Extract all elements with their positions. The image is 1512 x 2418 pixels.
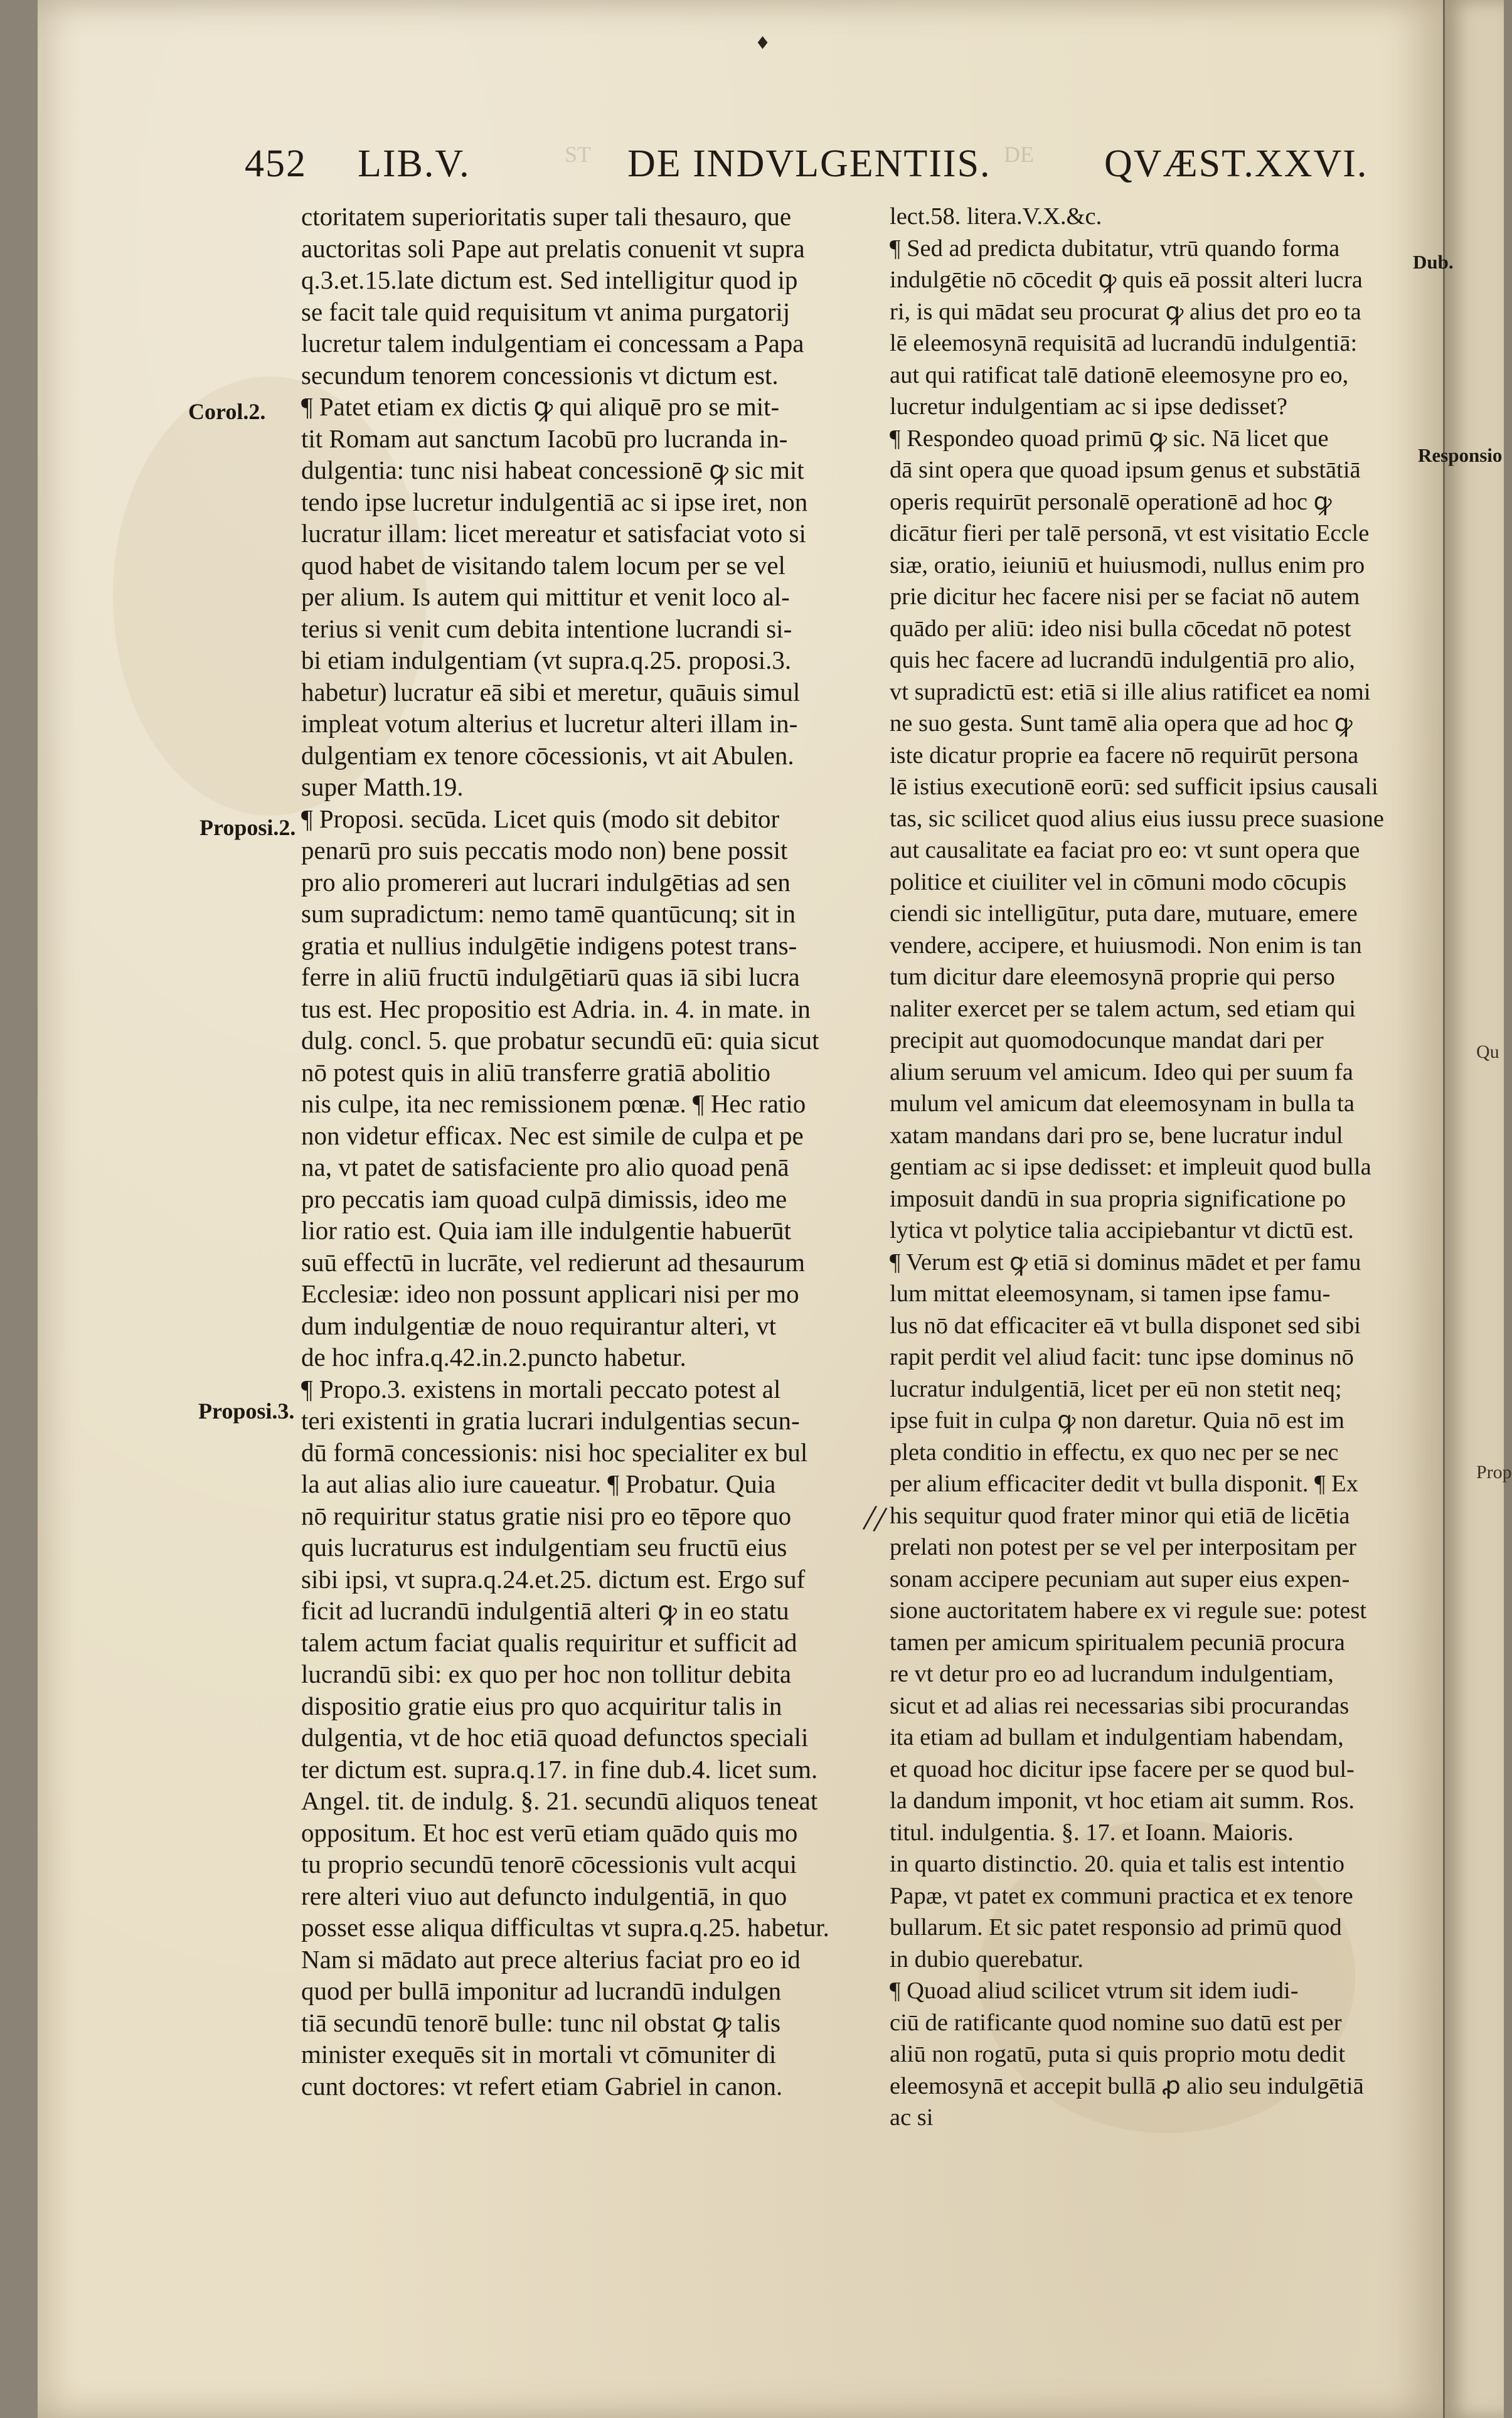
text-line: na, vt patet de satisfaciente pro alio quoad penā [301, 1153, 789, 1181]
text-line: dū formā concessionis: nisi hoc specialiter ex bul [301, 1437, 808, 1467]
text-line: vendere, accipere, et huiusmodi. Non enim is tan [890, 932, 1362, 959]
book-label: LIB.V. [358, 142, 471, 185]
text-line: ferre in aliū fructū indulgētiarū quas iā sibi lucra [301, 962, 800, 991]
text-line: ipse fuit in culpa ꝙ non daretur. Quia nō est im [890, 1407, 1344, 1434]
text-line: ¶ Propo.3. existens in mortali peccato potest al [301, 1374, 781, 1403]
text-line: cunt doctores: vt refert etiam Gabriel in canon. [301, 2071, 783, 2101]
text-line: nis culpe, ita nec remissionem pœnæ. ¶ Hec ratio [301, 1089, 806, 1118]
show-through-text: ST [565, 142, 592, 167]
text-line: rere alteri viuo aut defuncto indulgentiā, in quo [301, 1881, 787, 1910]
text-line: pro peccatis iam quoad culpā dimissis, ideo me [301, 1184, 787, 1213]
text-line: bi etiam indulgentiam (vt supra.q.25. proposi.3. [301, 646, 792, 674]
text-line: dulgentiam ex tenore cōcessionis, vt ait Abulen. [301, 740, 794, 770]
text-line: nō requiritur status gratie nisi pro eo tēpore quo [301, 1501, 792, 1530]
text-line: dā sint opera que quoad ipsum genus et substātiā [890, 457, 1361, 483]
text-line: rapit perdit vel aliud facit: tunc ipse dominus nō [890, 1344, 1354, 1370]
text-line: aliū non rogatū, puta si quis proprio motu dedit [890, 2041, 1346, 2067]
text-line: lē eleemosynā requisitā ad lucrandū indulgentiā: [890, 330, 1358, 356]
text-line: ac si [890, 2104, 934, 2131]
text-line: ctoritatem superioritatis super tali thesauro, que [301, 202, 792, 231]
text-line: Papæ, vt patet ex communi practica et ex tenore [890, 1882, 1353, 1909]
text-line: dulg. concl. 5. que probatur secundū eū: quia sicut [301, 1026, 819, 1055]
text-line: terius si venit cum debita intentione lucrandi si- [301, 614, 792, 643]
text-line: ficit ad lucrandū indulgentiā alteri ꝙ in eo statu [301, 1596, 789, 1625]
ornament-mark: ♦ [755, 33, 771, 53]
text-line: ne suo gesta. Sunt tamē alia opera que ad hoc ꝙ [890, 710, 1353, 737]
text-line: lucrandū sibi: ex quo per hoc non tollitur debita [301, 1659, 792, 1688]
text-line: sum supradictum: nemo tamē quantūcunq; sit in [301, 899, 796, 928]
running-header [245, 142, 1387, 198]
text-line: ciendi sic intelligūtur, puta dare, mutuare, emere [890, 900, 1358, 927]
text-line: lior ratio est. Quia iam ille indulgentie habuerūt [301, 1216, 792, 1245]
text-line: tiā secundū tenorē bulle: tunc nil obstat ꝙ talis [301, 2008, 781, 2037]
text-line: minister exequēs sit in mortali vt cōmuniter di [301, 2040, 777, 2069]
text-line: Nam si mādato aut prece alterius faciat pro eo id [301, 1944, 801, 1974]
text-line: dulgentia, vt de hoc etiā quoad defunctos speciali [301, 1723, 809, 1752]
text-line: dispositio gratie eius pro quo acquiritur talis in [301, 1691, 782, 1720]
text-line: precipit aut quomodocunque mandat dari per [890, 1027, 1324, 1053]
text-line: tendo ipse lucretur indulgentiā ac si ipse iret, non [301, 487, 808, 516]
text-line: per alium efficaciter dedit vt bulla disponit. ¶ Ex [890, 1471, 1358, 1497]
text-line: per alium. Is autem qui mittitur et venit loco al- [301, 582, 790, 611]
text-line: ¶ Respondeo quoad primū ꝙ sic. Nā licet que [890, 425, 1329, 452]
text-line: lucretur indulgentiam ac si ipse dedisset? [890, 393, 1287, 420]
text-line: impleat votum alterius et lucretur alteri illam in- [301, 709, 798, 738]
text-line: tit Romam aut sanctum Iacobū pro lucranda in- [301, 423, 788, 453]
text-line: auctoritas soli Pape aut prelatis conuenit vt supra [301, 233, 805, 263]
text-line: sibi ipsi, vt supra.q.24.et.25. dictum est. Ergo suf [301, 1564, 806, 1594]
margin-note-dubium: Dub. [1413, 251, 1454, 273]
text-line: dicātur fieri per talē personā, vt est visitatio Eccle [890, 520, 1370, 546]
text-line: tum dicitur dare eleemosynā proprie qui perso [890, 964, 1335, 990]
text-line: tas, sic scilicet quod alius eius iussu prece suasione [890, 805, 1385, 832]
text-line: iste dicatur proprie ea facere nō requirūt persona [890, 742, 1359, 769]
text-line: in quarto distinctio. 20. quia et talis est intentio [890, 1851, 1344, 1877]
text-line: quod per bullā imponitur ad lucrandū indulgen [301, 1976, 782, 2005]
text-line: lucretur talem indulgentiam ei concessam a Papa [301, 329, 804, 358]
text-line: penarū pro suis peccatis modo non) bene possit [301, 836, 788, 865]
text-line: vt supradictū est: etiā si ille alius ratificet ea nomi [890, 678, 1371, 705]
text-line: naliter exercet per se talem actum, sed etiam qui [890, 995, 1356, 1022]
text-line: et quoad hoc dicitur ipse facere per se quod bul- [890, 1755, 1355, 1782]
text-line: ¶ Patet etiam ex dictis ꝙ qui aliquē pro se mit- [301, 392, 780, 421]
text-line: ¶ Quoad aliud scilicet vtrum sit idem iudi- [890, 1978, 1299, 2004]
text-line: lucratur illam: licet mereatur et satisfaciat voto si [301, 519, 806, 548]
text-line: mulum vel amicum dat eleemosynam in bulla ta [890, 1090, 1355, 1117]
text-line: se facit tale quid requisitum vt anima purgatorij [301, 297, 791, 326]
text-line: tamen per amicum spiritualem pecuniā procura [890, 1629, 1345, 1656]
text-line: posset esse aliqua difficultas vt supra.q.25. habetur. [301, 1913, 829, 1942]
text-line: pro alio promereri aut lucrari indulgētias ad sen [301, 867, 791, 897]
text-line: lum mittat eleemosynam, si tamen ipse famu- [890, 1281, 1331, 1307]
text-line: alium seruum vel amicum. Ideo qui per suum fa [890, 1058, 1353, 1085]
text-line: siæ, oratio, ieiuniū et huiusmodi, nullus enim pro [890, 551, 1365, 578]
text-line: lus nō dat efficaciter eā vt bulla disponet sed sibi [890, 1312, 1361, 1339]
text-line: tu proprio secundū tenorē cōcessionis vult acqui [301, 1850, 797, 1878]
show-through-text: DE [1004, 142, 1034, 167]
text-line: imposuit dandū in sua propria significatione po [890, 1185, 1346, 1212]
text-line: operis requirūt personalē operationē ad hoc ꝙ [890, 488, 1332, 515]
text-line: super Matth.19. [301, 772, 464, 801]
text-line: tus est. Hec propositio est Adria. in. 4. in mate. in [301, 994, 811, 1023]
text-line: indulgētie nō cōcedit ꝙ quis eā possit alteri lucra [890, 267, 1363, 293]
text-line: la aut alias alio iure caueatur. ¶ Probatur. Quia [301, 1469, 776, 1498]
text-line: q.3.et.15.late dictum est. Sed intelligitur quod ip [301, 265, 798, 294]
margin-note-proposition-2: Proposi.2. [200, 815, 296, 840]
text-line: lytica vt polytice talia accipiebantur vt dictū est. [890, 1217, 1354, 1244]
text-line: ¶ Sed ad predicta dubitatur, vtrū quando forma [890, 235, 1340, 262]
text-line: re vt detur pro eo ad lucrandum indulgentiam, [890, 1661, 1334, 1687]
handwritten-mark: // [861, 1496, 889, 1541]
text-line: Ecclesiæ: ideo non possunt applicari nisi per mo [301, 1279, 799, 1308]
text-line: bullarum. Et sic patet responsio ad primū quod [890, 1914, 1342, 1941]
text-line: sonam accipere pecuniam aut super eius expen- [890, 1565, 1350, 1592]
text-line: sicut et ad alias rei necessarias sibi procurandas [890, 1692, 1350, 1719]
text-line: ita etiam ad bullam et indulgentiam habendam, [890, 1724, 1344, 1750]
text-line: Angel. tit. de indulg. §. 21. secundū aliquos teneat [301, 1786, 818, 1815]
text-line: suū effectū in lucrāte, vel redierunt ad thesaurum [301, 1247, 805, 1277]
text-line: talem actum faciat qualis requiritur et sufficit ad [301, 1627, 797, 1657]
text-line: gratia et nullius indulgētie indigens potest trans- [301, 930, 797, 960]
text-line: aut qui ratificat talē dationē eleemosyne pro eo, [890, 361, 1349, 388]
text-line: ri, is qui mādat seu procurat ꝙ alius det pro eo ta [890, 298, 1361, 325]
text-line: prelati non potest per se vel per interpositam per [890, 1534, 1357, 1560]
text-line: xatam mandans dari pro se, bene lucratur indul [890, 1122, 1343, 1149]
text-line: nō potest quis in aliū transferre gratiā abolitio [301, 1057, 771, 1087]
text-line: sione auctoritatem habere ex vi regule sue: potest [890, 1597, 1367, 1624]
text-line: quis hec facere ad lucrandū indulgentiā pro alio, [890, 647, 1355, 673]
margin-note-responsio: Responsio [1418, 444, 1503, 466]
margin-note-proposition-3: Proposi.3. [198, 1398, 295, 1424]
text-line: titul. indulgentia. §. 17. et Ioann. Maioris. [890, 1819, 1294, 1846]
text-line: teri existenti in gratia lucrari indulgentias secun- [301, 1406, 800, 1435]
text-line: prie dicitur hec facere nisi per se faciat nō autem [890, 583, 1360, 610]
text-line: ciū de ratificante quod nomine suo datū est per [890, 2009, 1342, 2036]
text-line: eleemosynā et accepit bullā ꝓ alio seu indulgētiā [890, 2072, 1364, 2099]
text-line: dum indulgentiæ de nouo requirantur alteri, vt [301, 1311, 777, 1340]
text-line: lucratur indulgentiā, licet per eū non stetit neq; [890, 1375, 1342, 1402]
text-line: aut causalitate ea faciat pro eo: vt sunt opera que [890, 837, 1360, 863]
text-line: dulgentia: tunc nisi habeat concessionē ꝙ sic mit [301, 455, 804, 484]
text-line: lect.58. litera.V.X.&c. [890, 203, 1102, 230]
text-line: non videtur efficax. Nec est simile de culpa et pe [301, 1121, 804, 1150]
text-line: ter dictum est. supra.q.17. in fine dub.4. licet sum. [301, 1754, 818, 1784]
text-line: secundum tenorem concessionis vt dictum est. [301, 360, 779, 390]
text-line: ¶ Verum est ꝙ etiā si dominus mādet et per famu [890, 1249, 1361, 1276]
question-label: QVÆST.XXVI. [1104, 142, 1368, 185]
text-line: oppositum. Et hoc est verū etiam quādo quis mo [301, 1818, 798, 1847]
text-line: pleta conditio in effectu, ex quo nec per se nec [890, 1439, 1339, 1466]
text-line: quod habet de visitando talem locum per se vel [301, 550, 785, 580]
adjacent-page-fragment: Prop [1476, 1462, 1512, 1483]
right-text-column [890, 201, 1410, 2134]
text-line: de hoc infra.q.42.in.2.puncto habetur. [301, 1343, 686, 1371]
page-number: 452 [245, 142, 307, 185]
margin-note-corollary: Corol.2. [188, 399, 266, 424]
text-line: ¶ Proposi. secūda. Licet quis (modo sit debitor [301, 804, 780, 833]
adjacent-page-fragment: Qu [1476, 1041, 1499, 1062]
text-line: la dandum imponit, vt hoc etiam ait summ. Ros. [890, 1787, 1355, 1814]
text-line: politice et ciuiliter vel in cōmuni modo cōcupis [890, 868, 1347, 895]
header-title: DE INDVLGENTIIS. [627, 142, 991, 185]
text-line: gentiam ac si ipse dedisset: et impleuit quod bulla [890, 1154, 1371, 1180]
text-line: quādo per aliū: ideo nisi bulla cōcedat nō potest [890, 615, 1351, 642]
text-line: lē istius executionē eorū: sed sufficit ipsius causali [890, 774, 1378, 800]
text-line: his sequitur quod frater minor qui etiā de licētia [890, 1502, 1350, 1529]
text-line: habetur) lucratur eā sibi et meretur, quāuis simul [301, 677, 801, 706]
adjacent-page-edge [1443, 0, 1512, 2418]
left-text-column [301, 201, 866, 2102]
text-line: quis lucraturus est indulgentiam seu fructū eius [301, 1533, 787, 1562]
text-line: in dubio querebatur. [890, 1946, 1083, 1973]
